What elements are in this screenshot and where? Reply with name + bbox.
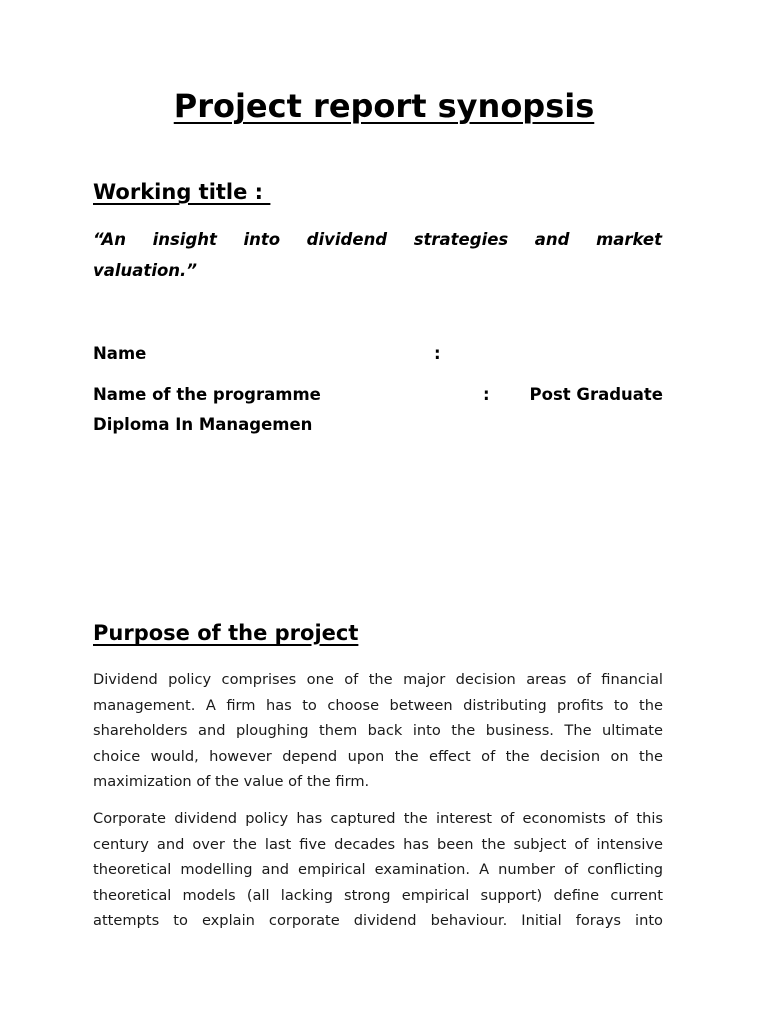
programme-label: Name of the programme [93,385,321,404]
name-label: Name [93,344,147,363]
programme-value-line-1: Post Graduate [529,385,663,404]
purpose-paragraph-2 [93,806,663,934]
purpose-paragraph-1 [93,667,663,795]
programme-value-line-2: Diploma In Managemen [93,415,313,434]
working-title-heading: Working title : [93,180,271,204]
programme-row [93,383,663,407]
paragraph-line: theoretical models (all lacking strong empirical support) define current [93,886,663,904]
paragraph-line: shareholders and ploughing them back into the business. The ultimate [93,722,663,739]
paragraph-line: choice would, however depend upon the effect of the decision on the [93,747,663,765]
document-title: Project report synopsis [173,87,595,125]
paragraph-line: theoretical modelling and empirical examination. A number of conflicting [93,861,663,878]
paragraph-line: maximization of the value of the firm. [93,773,370,790]
paragraph-line: century and over the last five decades has been the subject of intensive [93,835,663,853]
paragraph-line: attempts to explain corporate dividend behaviour. Initial forays into [93,912,663,929]
working-title-text [93,225,662,286]
paragraph-line: management. A firm has to choose between distributing profits to the [93,696,663,714]
name-colon: : [434,344,441,363]
working-title-line-1: “An insight into dividend strategies and market [93,230,662,249]
purpose-heading: Purpose of the project [93,621,359,645]
working-title-line-2: valuation.” [93,260,197,280]
paragraph-line: Dividend policy comprises one of the major decision areas of financial [93,671,663,688]
programme-colon: : [483,385,490,404]
paragraph-line: Corporate dividend policy has captured the interest of economists of this [93,810,663,827]
